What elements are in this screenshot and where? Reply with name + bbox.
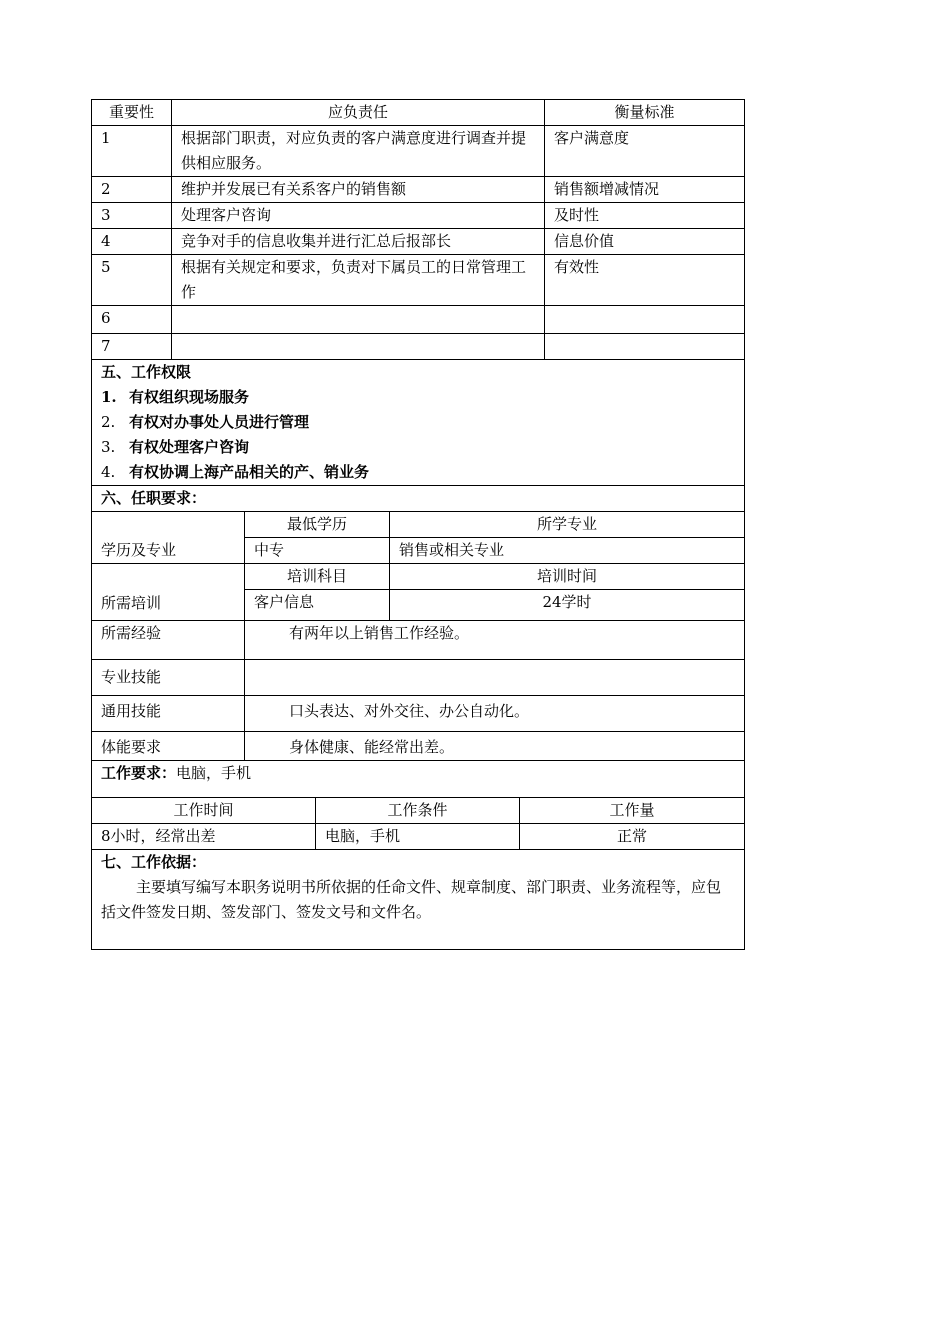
- work-requirement: [92, 761, 745, 798]
- row-number: 1: [92, 126, 172, 177]
- row-measure: 及时性: [545, 203, 745, 229]
- item-number: 2.: [101, 413, 116, 431]
- row-measure: [545, 306, 745, 334]
- item-text: 有权对办事处人员进行管理: [129, 413, 310, 431]
- skill-value: [245, 660, 745, 696]
- header-importance: 重要性: [92, 100, 172, 126]
- general-skill-label: 通用技能: [92, 696, 245, 732]
- requirements-table: [91, 511, 745, 798]
- table-row: [92, 203, 745, 229]
- section7-text: 主要填写编写本职务说明书所依据的任命文件、规章制度、部门职责、业务流程等，应包括文件签发日期、签发部门、签发文号和文件名。: [101, 878, 722, 921]
- section6-title: 六、任职要求：: [92, 486, 745, 512]
- row-measure: 有效性: [545, 255, 745, 306]
- row-measure: 客户满意度: [545, 126, 745, 177]
- value-work-condition: 电脑，手机: [316, 824, 520, 850]
- table-row: [92, 334, 745, 360]
- row-duty: 根据部门职责，对应负责的客户满意度进行调查并提供相应服务。: [172, 126, 545, 177]
- train-header-time: 培训时间: [390, 564, 745, 590]
- section5-title: 五、工作权限: [101, 363, 192, 381]
- header-measure: 衡量标准: [545, 100, 745, 126]
- duty-table: [91, 99, 745, 512]
- row-duty: [172, 334, 545, 360]
- general-skill-value: 口头表达、对外交往、办公自动化。: [245, 696, 745, 732]
- table-row: [92, 177, 745, 203]
- edu-value-major: 销售或相关专业: [390, 538, 745, 564]
- list-item: [101, 410, 735, 435]
- row-number: 2: [92, 177, 172, 203]
- section-work-authority: [92, 360, 745, 486]
- item-number: 4.: [101, 463, 116, 481]
- work-conditions-table: [91, 797, 745, 950]
- item-number: 3.: [101, 438, 116, 456]
- section7-title: 七、工作依据：: [101, 853, 207, 871]
- table-row: [92, 306, 745, 334]
- item-text: 有权处理客户咨询: [129, 438, 250, 456]
- experience-label: 所需经验: [92, 621, 245, 660]
- header-work-time: 工作时间: [92, 798, 316, 824]
- value-work-time: 8小时，经常出差: [92, 824, 316, 850]
- header-duty: 应负责任: [172, 100, 545, 126]
- row-duty: 根据有关规定和要求，负责对下属员工的日常管理工作: [172, 255, 545, 306]
- row-measure: [545, 334, 745, 360]
- physical-value: 身体健康、能经常出差。: [245, 732, 745, 761]
- list-item: [101, 385, 735, 410]
- list-item: [101, 460, 735, 485]
- row-duty: 维护并发展已有关系客户的销售额: [172, 177, 545, 203]
- list-item: [101, 435, 735, 460]
- row-number: 5: [92, 255, 172, 306]
- value-workload: 正常: [520, 824, 745, 850]
- edu-value-min: 中专: [245, 538, 390, 564]
- row-duty: 处理客户咨询: [172, 203, 545, 229]
- edu-header-min: 最低学历: [245, 512, 390, 538]
- work-requirement-value: 电脑，手机: [176, 764, 252, 782]
- train-header-subject: 培训科目: [245, 564, 390, 590]
- train-value-subject: 客户信息: [245, 590, 390, 621]
- row-number: 7: [92, 334, 172, 360]
- row-duty: [172, 306, 545, 334]
- table-row: [92, 255, 745, 306]
- row-number: 6: [92, 306, 172, 334]
- item-text: 有权协调上海产品相关的产、销业务: [129, 463, 370, 481]
- work-requirement-label: 工作要求：: [101, 764, 177, 782]
- row-number: 4: [92, 229, 172, 255]
- item-text: 有权组织现场服务: [129, 388, 250, 406]
- item-number: 1.: [101, 388, 117, 406]
- experience-value: 有两年以上销售工作经验。: [245, 621, 745, 660]
- row-measure: 销售额增减情况: [545, 177, 745, 203]
- header-work-condition: 工作条件: [316, 798, 520, 824]
- physical-label: 体能要求: [92, 732, 245, 761]
- section-requirements-title-row: [92, 486, 745, 512]
- edu-label: 学历及专业: [92, 512, 245, 564]
- table-row: [92, 229, 745, 255]
- job-description-page: [91, 99, 744, 950]
- train-value-time: 24学时: [390, 590, 745, 621]
- header-workload: 工作量: [520, 798, 745, 824]
- row-duty: 竞争对手的信息收集并进行汇总后报部长: [172, 229, 545, 255]
- edu-header-major: 所学专业: [390, 512, 745, 538]
- section-work-basis: [92, 850, 745, 950]
- row-measure: 信息价值: [545, 229, 745, 255]
- table-row: [92, 126, 745, 177]
- train-label: 所需培训: [92, 564, 245, 621]
- row-number: 3: [92, 203, 172, 229]
- duty-table-header: [92, 100, 745, 126]
- skill-label: 专业技能: [92, 660, 245, 696]
